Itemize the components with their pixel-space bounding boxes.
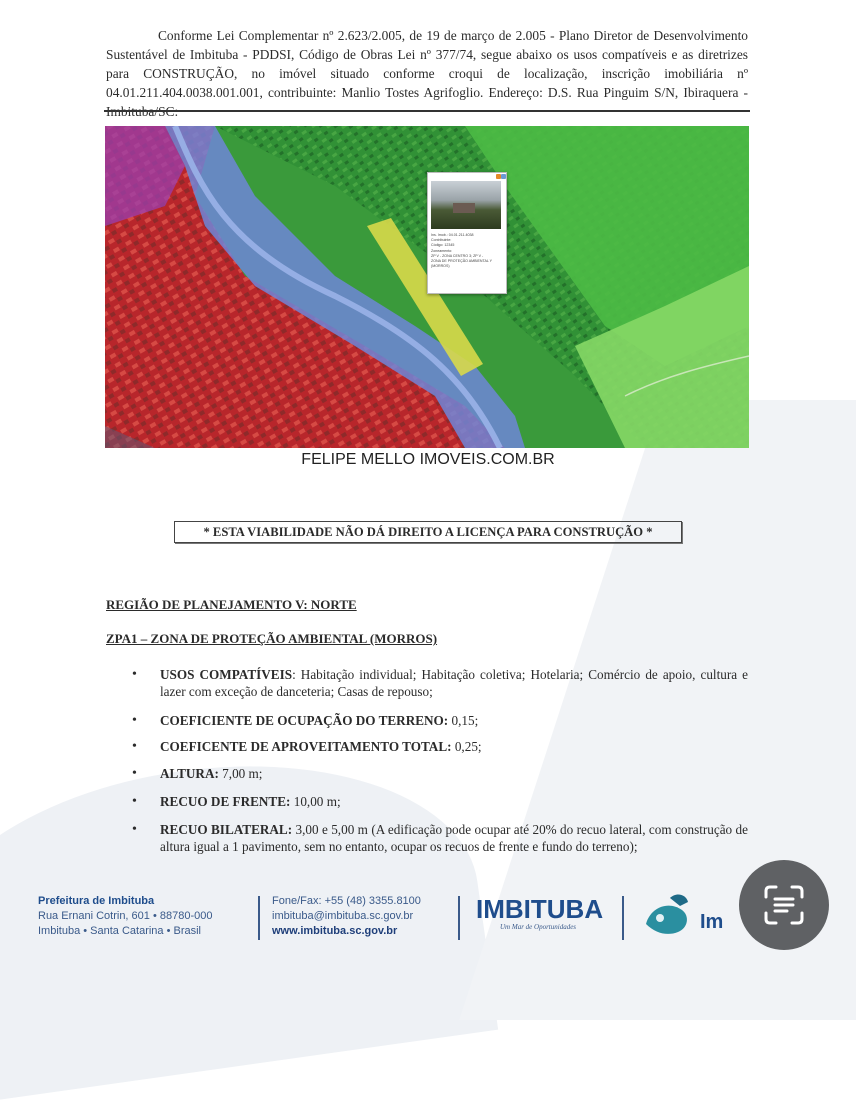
footer-address-block bbox=[38, 894, 212, 939]
list-item bbox=[132, 738, 748, 755]
list-item bbox=[132, 821, 748, 855]
bullet-icon: • bbox=[132, 794, 137, 809]
whale-logo bbox=[640, 888, 740, 944]
brand-tagline: Um Mar de Oportunidades bbox=[500, 923, 577, 931]
header-divider bbox=[104, 110, 750, 112]
footer-org: Prefeitura de Imbituba bbox=[38, 895, 155, 907]
rule-value: : Habitação individual; Habitação coletiva; Hotelaria; Comércio de apoio, cultura e lazer com exceção de danceteria; Casas de repouso; bbox=[160, 667, 748, 699]
whale-icon bbox=[640, 888, 740, 944]
list-item bbox=[132, 793, 748, 810]
list-item bbox=[132, 765, 748, 782]
footer-phone: Fone/Fax: +55 (48) 3355.8100 bbox=[272, 895, 421, 907]
footer-contact-block bbox=[272, 894, 421, 939]
footer-divider bbox=[622, 896, 624, 940]
popup-line: ZP V - ZONA CENTRO 3; ZP V - bbox=[431, 253, 484, 258]
footer-divider bbox=[458, 896, 460, 940]
zone-title: ZPA1 – ZONA DE PROTEÇÃO AMBIENTAL (MORROS) bbox=[106, 631, 438, 646]
rule-value: 7,00 m; bbox=[218, 766, 263, 781]
footer-city: Imbituba • Santa Catarina • Brasil bbox=[38, 925, 202, 937]
intro-paragraph: Conforme Lei Complementar nº 2.623/2.005, de 19 de março de 2.005 - Plano Diretor de Desenvolvimento Sustentável de Imbituba - PDDSI, Código de Obras Lei nº 377/74, segue abaixo os usos compatíveis e as diretrizes para CONSTRUÇÃO, no imóvel situado conforme croqui de localização, inscrição imobiliária nº 04.01.211.404.0038.001.001, contribuinte: Manlio Tostes Agrifoglio. Endereço: D.S. Rua Pinguim S/N, Ibiraquera - bbox=[106, 28, 748, 101]
house-shape bbox=[453, 203, 475, 213]
notice-box: * ESTA VIABILIDADE NÃO DÁ DIREITO A LICENÇA PARA CONSTRUÇÃO * bbox=[174, 521, 682, 543]
popup-line: Contribuinte: bbox=[431, 238, 452, 243]
footer bbox=[0, 888, 856, 948]
popup-line: Zoneamento: bbox=[431, 248, 453, 253]
bullet-icon: • bbox=[132, 713, 137, 728]
rule-label: RECUO DE FRENTE: bbox=[160, 794, 291, 809]
popup-line: (MORROS) bbox=[431, 264, 450, 269]
rule-value: 0,15; bbox=[448, 713, 479, 728]
region-title: REGIÃO DE PLANEJAMENTO V: NORTE bbox=[106, 597, 357, 612]
list-item bbox=[132, 712, 748, 729]
list-item bbox=[132, 666, 748, 700]
text-scan-button[interactable] bbox=[739, 860, 829, 950]
rule-value: 3,00 e 5,00 m (A edificação pode ocupar até 20% do recuo lateral, com construção de altura igual a 1 pavimento, sem no entanto, ocupar os recuos de frente e fundo do terreno); bbox=[160, 822, 748, 854]
watermark: FELIPE MELLO IMOVEIS.COM.BR bbox=[301, 451, 555, 468]
rule-value: 0,25; bbox=[451, 739, 482, 754]
rule-label: COEFICENTE DE APROVEITAMENTO TOTAL: bbox=[160, 739, 452, 754]
logo2-word: Im bbox=[700, 911, 724, 933]
text-scan-icon bbox=[762, 883, 806, 927]
footer-address: Rua Ernani Cotrin, 601 • 88780-000 bbox=[38, 910, 213, 922]
popup-text bbox=[431, 233, 503, 269]
bullet-icon: • bbox=[132, 739, 137, 754]
rule-label: USOS COMPATÍVEIS bbox=[160, 667, 293, 682]
popup-line: Código: 12345 bbox=[431, 243, 455, 248]
rule-label: ALTURA: bbox=[160, 766, 219, 781]
footer-website[interactable]: www.imbituba.sc.gov.br bbox=[272, 925, 398, 937]
brand-word: IMBITUBA bbox=[476, 894, 604, 924]
expand-icon[interactable] bbox=[501, 174, 506, 179]
popup-line: ZONA DE PROTEÇÃO AMBIENTAL Y bbox=[431, 259, 493, 264]
bullet-icon: • bbox=[132, 822, 137, 837]
imbituba-logo bbox=[476, 894, 610, 942]
map-info-popup[interactable] bbox=[427, 172, 507, 294]
bullet-icon: • bbox=[132, 766, 137, 781]
footer-email[interactable]: imbituba@imbituba.sc.gov.br bbox=[272, 910, 414, 922]
location-map bbox=[105, 126, 749, 448]
property-photo bbox=[431, 181, 501, 229]
popup-line: Ins. Imob.: 04.01.211.4038 bbox=[431, 233, 474, 237]
rule-value: 10,00 m; bbox=[290, 794, 341, 809]
bullet-icon: • bbox=[132, 667, 137, 682]
zoning-rules-list bbox=[132, 666, 748, 855]
footer-divider bbox=[258, 896, 260, 940]
rule-label: COEFICIENTE DE OCUPAÇÃO DO TERRENO: bbox=[160, 713, 449, 728]
rule-label: RECUO BILATERAL: bbox=[160, 822, 293, 837]
